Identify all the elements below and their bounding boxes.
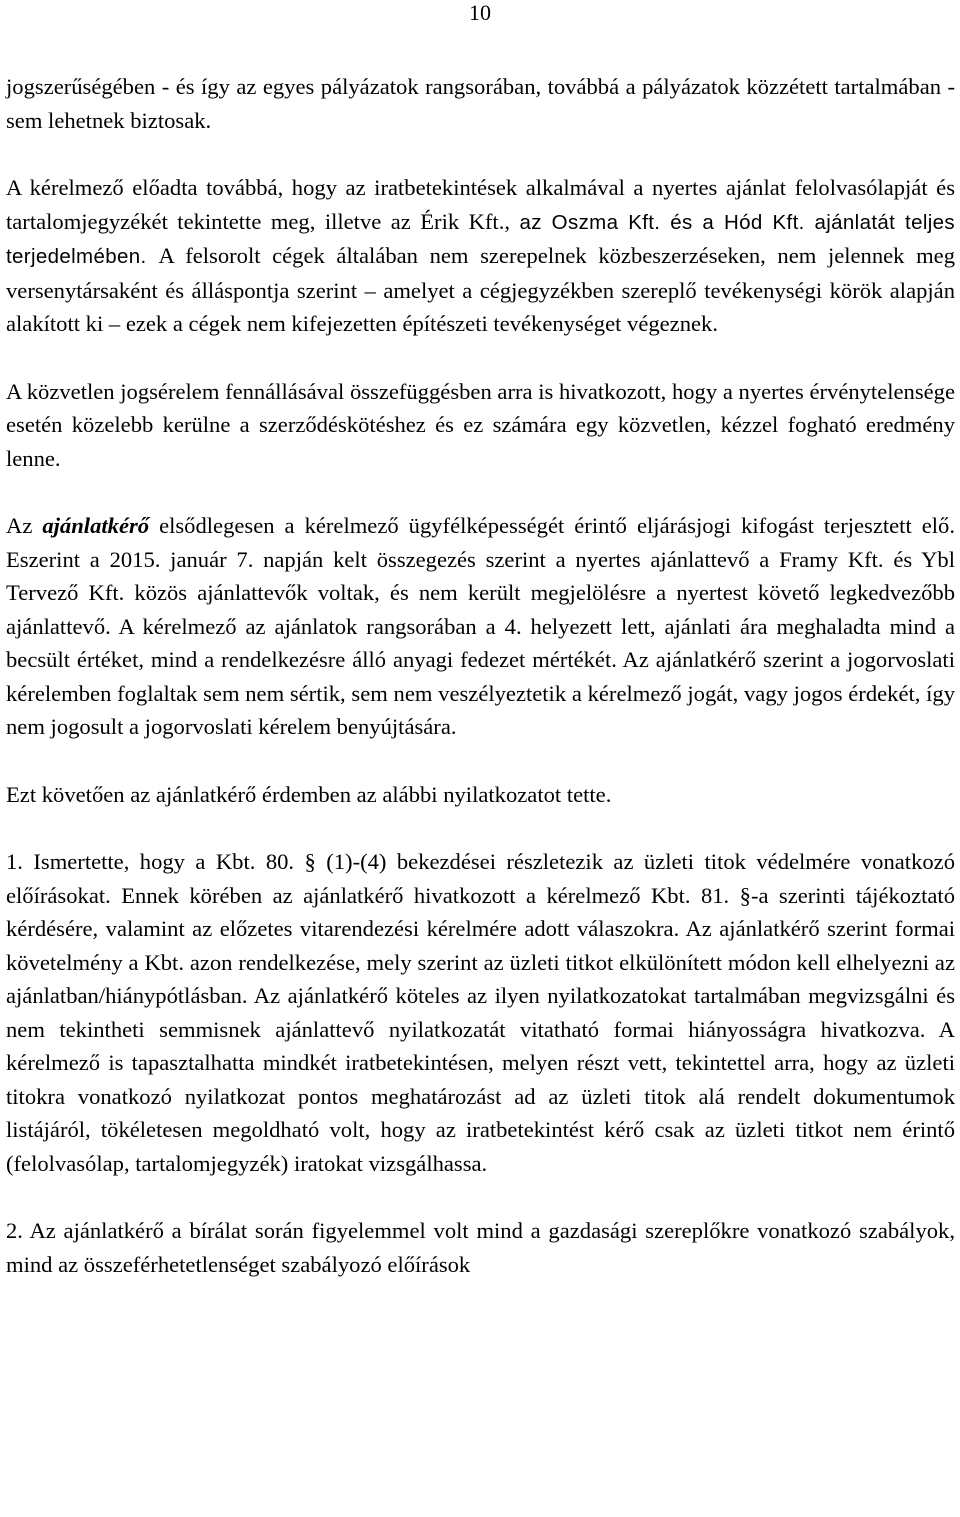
paragraph-2-text-b: az Oszma Kft. és a Hód Kft. ajánlatát teljes terjedelmében. bbox=[6, 210, 955, 268]
paragraph-3-text: A közvetlen jogsérelem fennállásával összefüggésben arra is hivatkozott, hogy a nyertes érvénytelensége esetén közelebb kerülne a szerződéskötéshez és ez számára egy közvetlen, kézzel fogható eredmény lenne. bbox=[6, 378, 955, 471]
paragraph-2 bbox=[6, 171, 955, 341]
paragraph-4 bbox=[6, 509, 955, 744]
paragraph-2-text-a: A kérelmező előadta továbbá, hogy az iratbetekintések alkalmával a nyertes ajánlat felolvasólapját és tartalomjegyzékét tekintette meg, illetve az Érik Kft., bbox=[6, 175, 955, 234]
paragraph-4-prefix: Az bbox=[6, 513, 43, 538]
paragraph-5 bbox=[6, 778, 955, 812]
paragraph-7-text: 2. Az ajánlatkérő a bírálat során figyelemmel volt mind a gazdasági szereplőkre vonatkozó szabályok, mind az összeférhetetlenséget szabályozó előírások bbox=[6, 1218, 955, 1277]
paragraph-6-text: 1. Ismertette, hogy a Kbt. 80. § (1)-(4) bekezdései részletezik az üzleti titok védelmére vonatkozó előírásokat. Ennek körében az ajánlatkérő hivatkozott a kérelmező Kbt. 81. §-a szerinti tájékoztató kérdésére, valamint az előzetes vitarendezési kérelmére adott válaszokra. Az ajánlatkérő szerint formai követelmény a Kbt. azon rendelkezése, mely szerint az üzleti titkot elkülönített módon kell elhelyezni az ajánlatban/hiánypótlásban. Az ajánlatkérő köteles az ilyen nyilatkozatokat tartalmában megvizsgálni és nem tekintheti semmisnek ajánlattevő nyilatkozatát vitatható formai hiányosságra hivatkozva. A kérelmező is tapasztalhatta mindkét iratbetekintésen, melyen részt vett, tekintettel arra, hogy az üzleti titokra vonatkozó nyilatkozat pontos meghatározást ad az üzleti titok alá rendelt dokumentumok listájáról, tökéletesen megoldható volt, hogy az iratbetekintést kérő csak az üzleti titkot nem érintő (felolvasólap, tartalomjegyzék) iratokat vizsgálhassa. bbox=[6, 849, 955, 1176]
paragraph-5-text: Ezt követően az ajánlatkérő érdemben az alábbi nyilatkozatot tette. bbox=[6, 781, 612, 807]
paragraph-4-text: elsődlegesen a kérelmező ügyfélképességét érintő eljárásjogi kifogást terjesztett elő. Eszerint a 2015. január 7. napján kelt összegezés szerint a nyertes ajánlattevő a Framy Kft. és Ybl Tervező Kft. közös ajánlattevők voltak, és nem került megjelölésre a nyertest követő legkedvezőbb ajánlattevő. A kérelmező az ajánlatok rangsorában a 4. helyezett lett, ajánlati ára meghaladta mind a becsült értéket, mind a rendelkezésre álló anyagi fedezet mértékét. Az ajánlatkérő szerint a jogorvoslati kérelemben foglaltak sem nem sértik, sem nem veszélyeztetik a kérelmező jogát, vagy jogos érdekét, így nem jogosult a jogorvoslati kérelem benyújtására. bbox=[6, 513, 955, 739]
document-body bbox=[6, 70, 955, 1281]
paragraph-1-text: jogszerűségében - és így az egyes pályázatok rangsorában, továbbá a pályázatok közzétett tartalmában - sem lehetnek biztosak. bbox=[6, 74, 955, 133]
paragraph-3 bbox=[6, 375, 955, 476]
page-number: 10 bbox=[469, 0, 491, 25]
paragraph-2-text-c: A felsorolt cégek általában nem szerepelnek közbeszerzéseken, nem jelennek meg versenytársaként és álláspontja szerint – amelyet a cégjegyzékben szereplő tevékenységi körök alapján alakított ki – ezek a cégek nem kifejezetten építészeti tevékenységet végeznek. bbox=[6, 243, 955, 336]
paragraph-6 bbox=[6, 845, 955, 1180]
paragraph-7 bbox=[6, 1214, 955, 1281]
paragraph-4-emphasis: ajánlatkérő bbox=[42, 513, 150, 538]
paragraph-1 bbox=[6, 70, 955, 137]
